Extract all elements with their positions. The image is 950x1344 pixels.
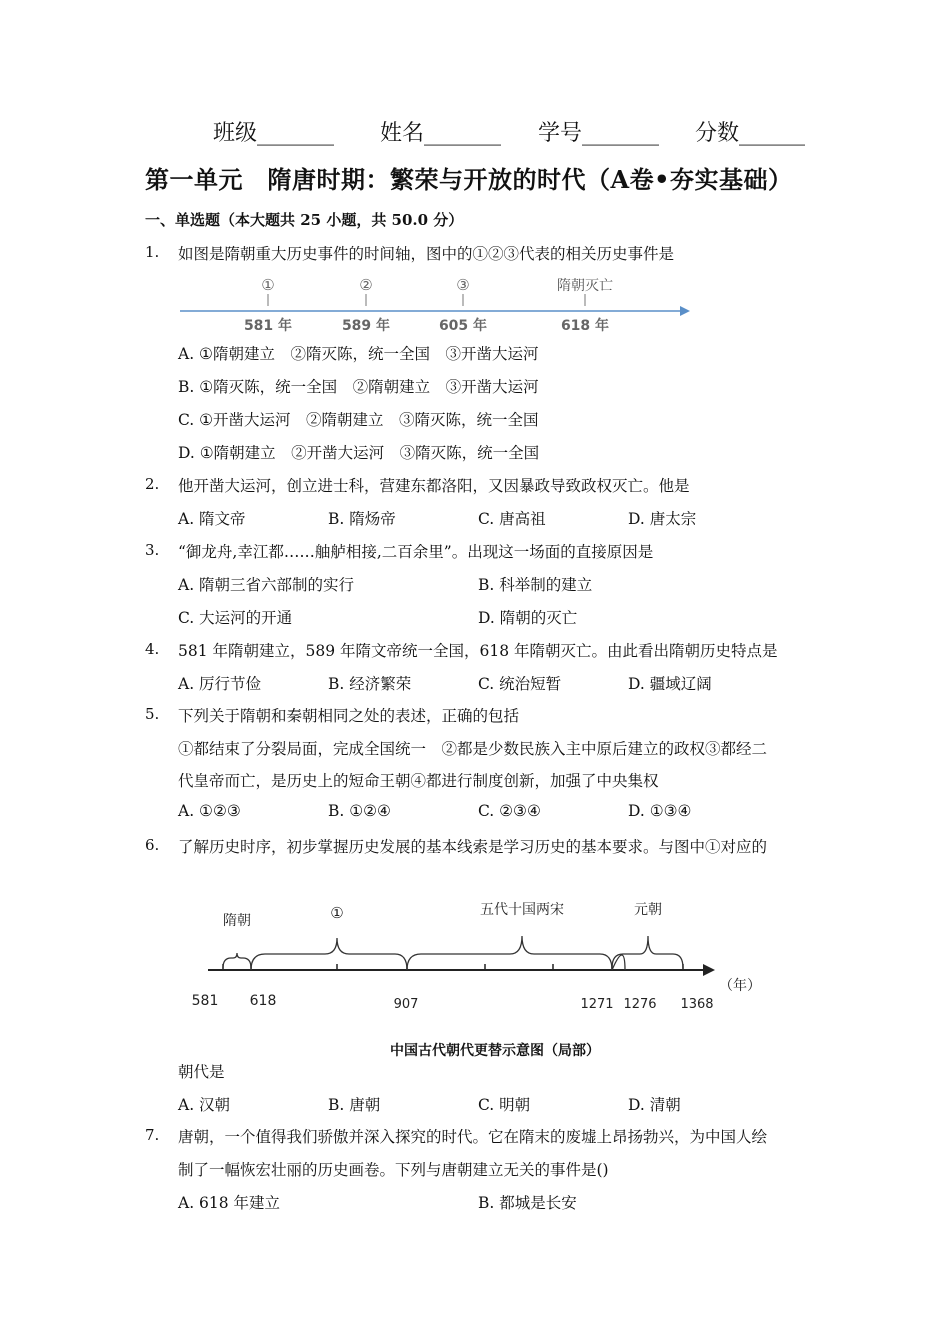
song-brace bbox=[407, 936, 612, 970]
unknown-dynasty-label: ① bbox=[330, 904, 344, 922]
option-d[interactable]: D. ①隋朝建立 ②开凿大运河 ③隋灭陈，统一全国 bbox=[178, 444, 540, 462]
overlap-brace bbox=[612, 955, 625, 970]
question-number: 1. bbox=[145, 243, 160, 261]
sui-label: 隋朝 bbox=[223, 913, 251, 929]
option-a[interactable]: A. 618 年建立 bbox=[178, 1194, 281, 1212]
question-number: 3. bbox=[145, 541, 160, 559]
option-d[interactable]: D. 唐太宗 bbox=[628, 510, 697, 528]
question-text-line: 代皇帝而亡，是历史上的短命王朝④都进行制度创新，加强了中央集权 bbox=[178, 772, 659, 790]
option-c[interactable]: C. 大运河的开通 bbox=[178, 609, 293, 627]
option-b[interactable]: B. ①隋灭陈，统一全国 ②隋朝建立 ③开凿大运河 bbox=[178, 378, 539, 396]
class-field-label: 班级_______ bbox=[213, 121, 335, 146]
axis-year: 618 bbox=[249, 993, 277, 1009]
question-text-line: 朝代是 bbox=[178, 1063, 225, 1081]
question-text-line: 制了一幅恢宏壮丽的历史画卷。下列与唐朝建立无关的事件是() bbox=[178, 1161, 609, 1179]
option-b[interactable]: B. 唐朝 bbox=[328, 1096, 381, 1114]
sui-brace bbox=[223, 953, 251, 968]
option-d[interactable]: D. 清朝 bbox=[628, 1096, 681, 1114]
axis-year: 1368 bbox=[680, 997, 714, 1012]
yuan-brace bbox=[612, 936, 683, 968]
option-b[interactable]: B. 经济繁荣 bbox=[328, 675, 412, 693]
option-a[interactable]: A. ①隋朝建立 ②隋灭陈，统一全国 ③开凿大运河 bbox=[178, 345, 539, 363]
score-field-label: 分数______ bbox=[695, 121, 806, 146]
figure-caption: 中国古代朝代更替示意图（局部） bbox=[390, 1043, 600, 1059]
option-b[interactable]: B. ①②④ bbox=[328, 802, 391, 820]
question-text: 581 年隋朝建立，589 年隋文帝统一全国，618 年隋朝灭亡。由此看出隋朝历史特点是 bbox=[178, 642, 778, 660]
option-c[interactable]: C. ①开凿大运河 ②隋朝建立 ③隋灭陈，统一全国 bbox=[178, 411, 539, 429]
option-c[interactable]: C. ②③④ bbox=[478, 802, 541, 820]
question-number: 2. bbox=[145, 475, 160, 493]
option-d[interactable]: D. 隋朝的灭亡 bbox=[478, 609, 578, 627]
question-text: 唐朝，一个值得我们骄傲并深入探究的时代。它在隋末的废墟上昂扬勃兴，为中国人绘 bbox=[178, 1128, 768, 1146]
option-c[interactable]: C. 统治短暂 bbox=[478, 675, 562, 693]
question-text: 如图是隋朝重大历史事件的时间轴，图中的①②③代表的相关历史事件是 bbox=[178, 245, 675, 263]
sui-timeline-figure bbox=[170, 270, 710, 335]
five-dynasties-song-label: 五代十国两宋 bbox=[480, 902, 564, 918]
dynasty-axis-arrow bbox=[703, 964, 715, 976]
timeline-mark-2: ② bbox=[359, 276, 373, 294]
option-a[interactable]: A. ①②③ bbox=[178, 802, 241, 820]
timeline-year: 605 年 bbox=[438, 318, 488, 334]
option-c[interactable]: C. 明朝 bbox=[478, 1096, 531, 1114]
question-number: 4. bbox=[145, 640, 160, 658]
timeline-year: 581 年 bbox=[243, 318, 293, 334]
option-b[interactable]: B. 科举制的建立 bbox=[478, 576, 593, 594]
question-text: 了解历史时序，初步掌握历史发展的基本线索是学习历史的基本要求。与图中①对应的 bbox=[178, 838, 768, 856]
axis-year: 1276 bbox=[623, 997, 657, 1012]
question-text: “御龙舟,幸江都‥‥‥舳舻相接,二百余里”。出现这一场面的直接原因是 bbox=[178, 543, 654, 561]
question-number: 7. bbox=[145, 1126, 160, 1144]
question-number: 6. bbox=[145, 836, 160, 854]
option-a[interactable]: A. 隋朝三省六部制的实行 bbox=[178, 576, 355, 594]
timeline-mark-3: ③ bbox=[456, 276, 470, 294]
option-b[interactable]: B. 都城是长安 bbox=[478, 1194, 577, 1212]
axis-year: 907 bbox=[393, 997, 419, 1012]
timeline-mark-4: 隋朝灭亡 bbox=[557, 278, 613, 294]
question-number: 5. bbox=[145, 705, 160, 723]
timeline-year: 618 年 bbox=[560, 318, 610, 334]
dynasty-timeline-figure bbox=[185, 890, 775, 1060]
timeline-year: 589 年 bbox=[341, 318, 391, 334]
option-a[interactable]: A. 隋文帝 bbox=[178, 510, 246, 528]
option-d[interactable]: D. ①③④ bbox=[628, 802, 692, 820]
timeline-mark-1: ① bbox=[261, 276, 275, 294]
yuan-label: 元朝 bbox=[634, 902, 662, 918]
option-b[interactable]: B. 隋炀帝 bbox=[328, 510, 396, 528]
question-text-line: ①都结束了分裂局面，完成全国统一 ②都是少数民族入主中原后建立的政权③都经二 bbox=[178, 740, 768, 758]
axis-unit: （年） bbox=[719, 978, 761, 994]
axis-year: 1271 bbox=[580, 997, 614, 1012]
tang-brace bbox=[251, 938, 407, 970]
student-id-field-label: 学号_______ bbox=[538, 121, 660, 146]
timeline-arrow bbox=[680, 306, 690, 316]
question-text: 他开凿大运河，创立进士科，营建东都洛阳，又因暴政导致政权灭亡。他是 bbox=[178, 477, 690, 495]
section-heading: 一、单选题（本大题共 25 小题，共 50.0 分） bbox=[145, 211, 464, 229]
option-d[interactable]: D. 疆域辽阔 bbox=[628, 675, 712, 693]
option-a[interactable]: A. 汉朝 bbox=[178, 1096, 231, 1114]
name-field-label: 姓名_______ bbox=[380, 121, 502, 146]
option-a[interactable]: A. 厉行节俭 bbox=[178, 675, 262, 693]
option-c[interactable]: C. 唐高祖 bbox=[478, 510, 546, 528]
axis-year: 581 bbox=[191, 993, 219, 1009]
page-title: 第一单元 隋唐时期：繁荣与开放的时代（A卷•夯实基础） bbox=[145, 165, 793, 194]
question-text: 下列关于隋朝和秦朝相同之处的表述，正确的包括 bbox=[178, 707, 520, 725]
